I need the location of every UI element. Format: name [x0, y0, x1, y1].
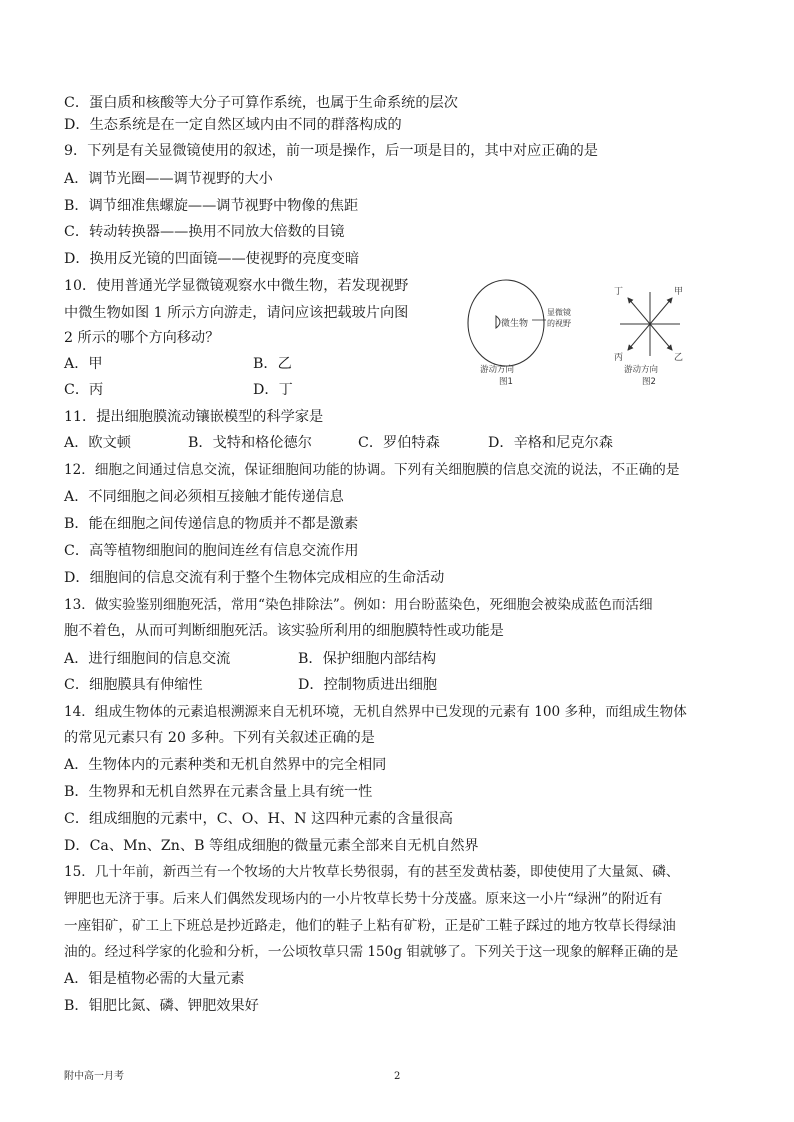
question-15-line3: 一座钼矿，矿工上下班总是抄近路走，他们的鞋子上粘有矿粉，正是矿工鞋子踩过的地方牧草长得绿油 — [64, 918, 676, 934]
fig2-label-ding: 丁 — [614, 287, 624, 297]
q11-option-d: D．辛格和尼克尔森 — [488, 435, 613, 451]
question-13-line2: 胞不着色，从而可判断细胞死活。该实验所利用的细胞膜特性或功能是 — [64, 623, 504, 639]
q10-option-a: A．甲 — [64, 356, 103, 372]
fig2-arrow-yi — [650, 324, 672, 350]
option-d-prev: D．生态系统是在一定自然区域内由不同的群落构成的 — [64, 117, 402, 133]
question-11: 11．提出细胞膜流动镶嵌模型的科学家是 — [64, 409, 324, 425]
q14-option-c: C．组成细胞的元素中，C、O、H、N 这四种元素的含量很高 — [64, 811, 453, 827]
q10-option-c: C．丙 — [64, 382, 104, 398]
question-9: 9．下列是有关显微镜使用的叙述，前一项是操作，后一项是目的，其中对应正确的是 — [64, 143, 598, 159]
q12-option-d: D．细胞间的信息交流有利于整个生物体完成相应的生命活动 — [64, 570, 445, 586]
question-10-line3: 2 所示的哪个方向移动？ — [64, 330, 220, 346]
fig1-field-label-1: 显微镜 — [547, 308, 571, 317]
fig2-label-jia: 甲 — [674, 287, 684, 297]
fig2-arrow-jia — [650, 298, 672, 324]
fig2-label-yi: 乙 — [674, 353, 684, 363]
fig2-caption: 图2 — [642, 377, 656, 387]
q9-option-d: D．换用反光镜的凹面镜——使视野的亮度变暗 — [64, 251, 360, 267]
microbe-shape — [496, 316, 500, 328]
q13-option-c: C．细胞膜具有伸缩性 — [64, 677, 203, 693]
q11-option-c: C．罗伯特森 — [358, 435, 440, 451]
q15-option-a: A．钼是植物必需的大量元素 — [64, 971, 245, 987]
fig1-microbe-label: 微生物 — [501, 319, 529, 329]
fig1-field-label-2: 的视野 — [547, 319, 571, 328]
question-12: 12．细胞之间通过信息交流，保证细胞间功能的协调。下列有关细胞膜的信息交流的说法，不正确的是 — [64, 462, 680, 478]
fig2-arrow-ding — [628, 298, 650, 324]
fig1-caption: 图1 — [499, 377, 513, 387]
footer-exam-title: 附中高一月考 — [64, 1071, 124, 1082]
figure-1 — [468, 280, 571, 387]
q13-option-d: D．控制物质进出细胞 — [298, 677, 438, 693]
question-13-line1: 13．做实验鉴别细胞死活，常用“染色排除法”。例如：用台盼蓝染色，死细胞会被染成蓝色而活细 — [64, 597, 653, 613]
question-10-line2: 中微生物如图 1 所示方向游走，请问应该把载玻片向图 — [64, 305, 409, 321]
page-number: 2 — [394, 1071, 401, 1082]
question-10-line1: 10．使用普通光学显微镜观察水中微生物，若发现视野 — [64, 278, 409, 294]
fig2-label-bing: 丙 — [614, 353, 624, 363]
q11-option-a: A．欧文顿 — [64, 435, 131, 451]
q14-option-b: B．生物界和无机自然界在元素含量上具有统一性 — [64, 784, 373, 800]
q13-option-a: A．进行细胞间的信息交流 — [64, 651, 231, 667]
question-15-line4: 油的。经过科学家的化验和分析，一公顷牧草只需 150g 钼就够了。下列关于这一现象的解释正确的是 — [64, 944, 679, 960]
question-14-line1: 14．组成生物体的元素追根溯源来自无机环境，无机自然界中已发现的元素有 100 多种，而组成生物体 — [64, 704, 687, 720]
q12-option-b: B．能在细胞之间传递信息的物质并不都是激素 — [64, 516, 359, 532]
question-15-line1: 15．几十年前，新西兰有一个牧场的大片牧草长势很弱，有的甚至发黄枯萎，即使使用了大量氮、磷、 — [64, 864, 680, 880]
q14-option-a: A．生物体内的元素种类和无机自然界中的完全相同 — [64, 757, 387, 773]
question-15-line2: 钾肥也无济于事。后来人们偶然发现场内的一小片牧草长势十分茂盛。原来这一小片“绿洲”的附近有 — [64, 891, 663, 907]
fig2-motion-label: 游动方向 — [624, 365, 659, 375]
question-10-figure — [462, 276, 722, 396]
figure-2 — [614, 286, 683, 387]
q12-option-a: A．不同细胞之间必须相互接触才能传递信息 — [64, 489, 344, 505]
q13-option-b: B．保护细胞内部结构 — [298, 651, 437, 667]
q10-option-d: D．丁 — [253, 382, 293, 398]
option-c-prev: C．蛋白质和核酸等大分子可算作系统，也属于生命系统的层次 — [64, 95, 458, 111]
q10-option-b: B．乙 — [253, 356, 292, 372]
q14-option-d: D．Ca、Mn、Zn、B 等组成细胞的微量元素全部来自无机自然界 — [64, 838, 479, 854]
q11-option-b: B．戈特和格伦德尔 — [188, 435, 312, 451]
q9-option-a: A．调节光圈——调节视野的大小 — [64, 171, 273, 187]
q9-option-b: B．调节细准焦螺旋——调节视野中物像的焦距 — [64, 198, 359, 214]
q9-option-c: C．转动转换器——换用不同放大倍数的目镜 — [64, 224, 345, 240]
q12-option-c: C．高等植物细胞间的胞间连丝有信息交流作用 — [64, 543, 359, 559]
q15-option-b: B．钼肥比氮、磷、钾肥效果好 — [64, 998, 259, 1014]
fig1-motion-label: 游动方向 — [480, 365, 515, 375]
question-14-line2: 的常见元素只有 20 多种。下列有关叙述正确的是 — [64, 730, 375, 746]
fig2-arrow-bing — [628, 324, 650, 350]
